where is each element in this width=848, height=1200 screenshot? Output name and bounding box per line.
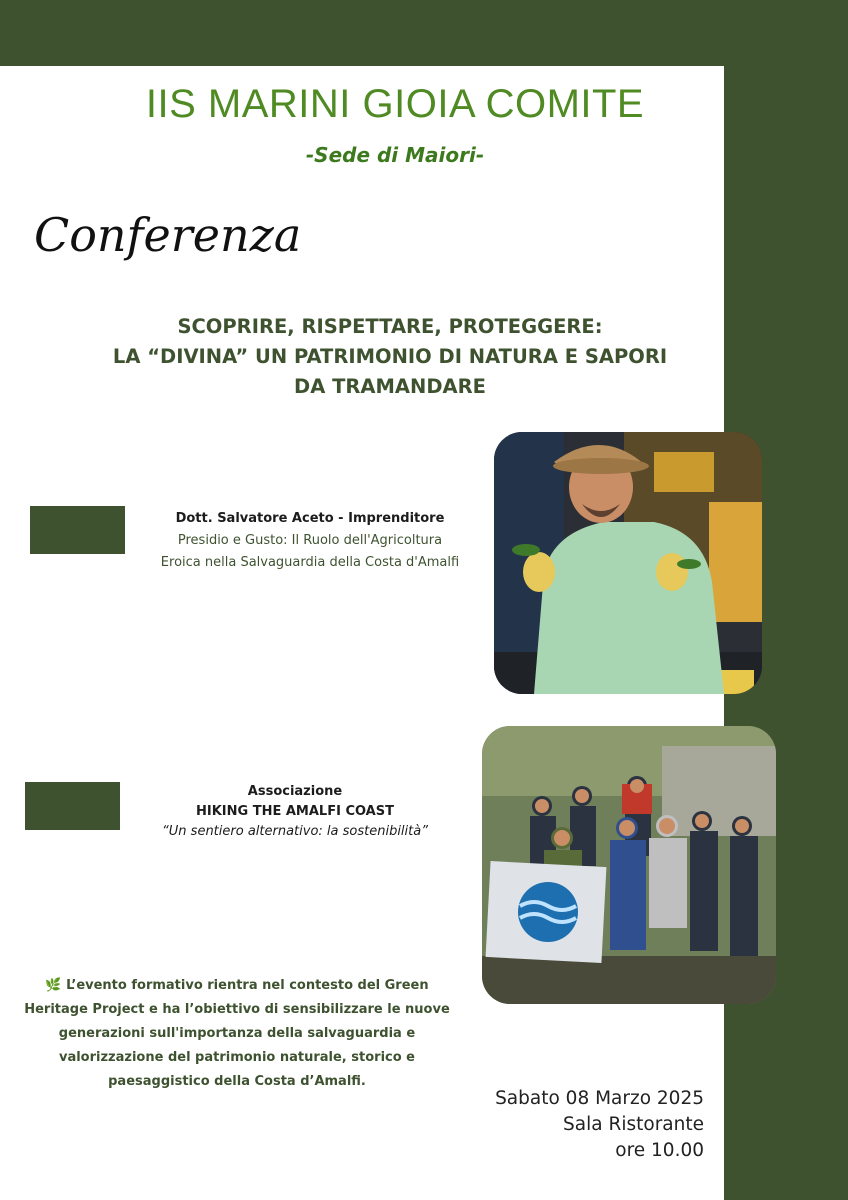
speaker-2-marker [25,782,120,830]
speaker-1-talk-line: Presidio e Gusto: Il Ruolo dell'Agricoltura [177,533,443,548]
conference-title [40,312,740,402]
event-venue: Sala Ristorante [563,1114,704,1135]
top-decorative-band [0,0,848,66]
event-description [10,974,464,1094]
description-line: generazioni sull'importanza della salvaguardia e [58,1026,416,1041]
description-line: 🌿 L’evento formativo rientra nel contesto del Green [45,978,429,993]
title-line: DA TRAMANDARE [294,375,486,398]
speaker-2-organization: HIKING THE AMALFI COAST [196,804,394,819]
speaker-1-talk-line: Eroica nella Salvaguardia della Costa d'Amalfi [160,555,460,570]
hiking-group-photo [482,726,776,1004]
speaker-2-talk: “Un sentiero alternativo: la sostenibilità” [162,824,428,839]
description-line: valorizzazione del patrimonio naturale, storico e [58,1050,415,1065]
speaker-1-block [135,508,485,574]
speaker-1-photo [494,432,762,694]
description-line: paesaggistico della Costa d’Amalfi. [108,1074,366,1089]
title-line: SCOPRIRE, RISPETTARE, PROTEGGERE: [177,315,603,338]
speaker-1-marker [30,506,125,554]
school-location: -Sede di Maiori- [305,143,485,167]
title-line: LA “DIVINA” UN PATRIMONIO DI NATURA E SAPORI [112,345,668,368]
event-type-heading: Conferenza [34,208,302,262]
speaker-2-label: Associazione [247,784,343,799]
description-line: Heritage Project e ha l’obiettivo di sensibilizzare le nuove [24,1002,450,1017]
speaker-1-name: Dott. Salvatore Aceto - Imprenditore [175,511,445,526]
event-time: ore 10.00 [615,1140,704,1161]
speaker-2-block [120,782,470,842]
event-info-block [470,1086,704,1164]
event-date: Sabato 08 Marzo 2025 [495,1088,704,1109]
school-name: IIS MARINI GIOIA COMITE [145,82,645,126]
